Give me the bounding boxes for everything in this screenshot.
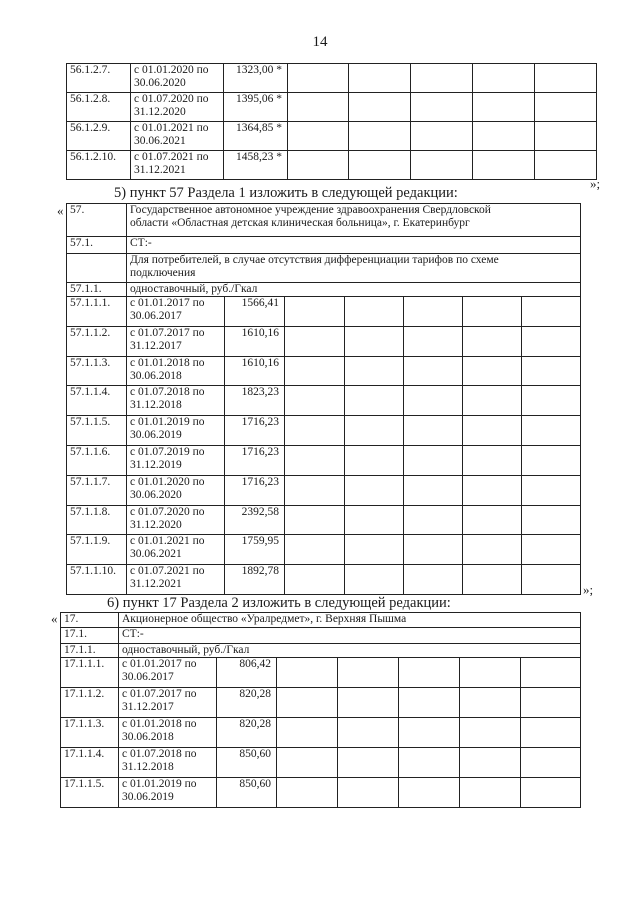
row-period: с 01.07.2019 по 31.12.2019 (127, 445, 225, 475)
row-value: 1610,16 (225, 326, 285, 356)
empty-cell (345, 505, 404, 535)
empty-cell (288, 93, 349, 122)
empty-cell (522, 445, 581, 475)
empty-cell (522, 326, 581, 356)
row-period: с 01.07.2018 по 31.12.2018 (119, 748, 217, 778)
empty-cell (535, 93, 597, 122)
tariff-row (67, 505, 581, 535)
empty-cell (277, 688, 338, 718)
empty-cell (404, 505, 463, 535)
empty-cell (349, 64, 411, 93)
empty-cell (285, 326, 345, 356)
tariff-table-56 (66, 63, 597, 180)
row-value: 820,28 (217, 718, 277, 748)
empty-cell (460, 748, 521, 778)
tariff-table-17 (60, 612, 581, 808)
empty-cell (522, 297, 581, 327)
empty-cell (277, 718, 338, 748)
section-6-heading: 6) пункт 17 Раздела 2 изложить в следующей редакции: (107, 595, 451, 611)
empty-cell (285, 565, 345, 595)
empty-cell (522, 356, 581, 386)
tariff-row (61, 718, 581, 748)
row-code: 57.1.1.5. (67, 416, 127, 446)
tariff-row (67, 475, 581, 505)
tariff-row (67, 151, 597, 180)
empty-cell (521, 688, 581, 718)
empty-cell (522, 416, 581, 446)
empty-cell (411, 151, 473, 180)
tariff-row (61, 688, 581, 718)
empty-cell (285, 416, 345, 446)
empty-cell (473, 151, 535, 180)
empty-cell (285, 505, 345, 535)
empty-cell (345, 416, 404, 446)
tariff-row (67, 356, 581, 386)
empty-cell (522, 565, 581, 595)
empty-cell (463, 386, 522, 416)
row-value: 1364,85 * (224, 122, 288, 151)
tariff-row (67, 93, 597, 122)
empty-cell (399, 778, 460, 808)
row-code: 57.1.1.1. (67, 297, 127, 327)
consumers-code-empty (67, 254, 127, 283)
empty-cell (463, 356, 522, 386)
org-name: Государственное автономное учреждение здравоохранения Свердловской области «Областная детская клиническая больница», г. Екатеринбург (127, 204, 581, 237)
tariff-row (67, 565, 581, 595)
empty-cell (535, 151, 597, 180)
row-code: 56.1.2.10. (67, 151, 131, 180)
open-quote-mark: « (57, 203, 64, 218)
empty-cell (285, 386, 345, 416)
row-value: 1759,95 (225, 535, 285, 565)
row-period: с 01.01.2019 по 30.06.2019 (127, 416, 225, 446)
empty-cell (288, 122, 349, 151)
empty-cell (473, 93, 535, 122)
rate-label: одноставочный, руб./Гкал (127, 283, 581, 297)
org-code: 17. (61, 613, 119, 628)
empty-cell (404, 356, 463, 386)
empty-cell (285, 535, 345, 565)
row-period: с 01.01.2021 по 30.06.2021 (127, 535, 225, 565)
empty-cell (285, 297, 345, 327)
row-code: 56.1.2.9. (67, 122, 131, 151)
empty-cell (285, 445, 345, 475)
row-period: с 01.01.2017 по 30.06.2017 (119, 658, 217, 688)
empty-cell (277, 748, 338, 778)
empty-cell (463, 505, 522, 535)
tariff-row (61, 748, 581, 778)
tariff-row (67, 122, 597, 151)
row-code: 57.1.1.3. (67, 356, 127, 386)
empty-cell (338, 688, 399, 718)
empty-cell (345, 535, 404, 565)
row-period: с 01.07.2018 по 31.12.2018 (127, 386, 225, 416)
row-value: 1566,41 (225, 297, 285, 327)
row-code: 17.1.1.2. (61, 688, 119, 718)
row-period: с 01.07.2017 по 31.12.2017 (127, 326, 225, 356)
row-code: 57.1.1.9. (67, 535, 127, 565)
row-code: 57.1.1.2. (67, 326, 127, 356)
empty-cell (399, 748, 460, 778)
open-quote-mark: « (51, 611, 58, 626)
row-value: 806,42 (217, 658, 277, 688)
org-name: Акционерное общество «Уралредмет», г. Верхняя Пышма (119, 613, 581, 628)
row-value: 2392,58 (225, 505, 285, 535)
row-value: 850,60 (217, 748, 277, 778)
empty-cell (535, 64, 597, 93)
row-period: с 01.07.2020 по 31.12.2020 (127, 505, 225, 535)
row-period: с 01.01.2018 по 30.06.2018 (119, 718, 217, 748)
empty-cell (460, 778, 521, 808)
row-code: 17.1.1.4. (61, 748, 119, 778)
tariff-row (61, 658, 581, 688)
row-value: 1395,06 * (224, 93, 288, 122)
empty-cell (404, 565, 463, 595)
empty-cell (285, 475, 345, 505)
empty-cell (535, 122, 597, 151)
row-period: с 01.07.2017 по 31.12.2017 (119, 688, 217, 718)
tariff-row (67, 535, 581, 565)
tariff-row (67, 416, 581, 446)
empty-cell (522, 386, 581, 416)
row-period: с 01.07.2021 по 31.12.2021 (127, 565, 225, 595)
row-value: 1716,23 (225, 445, 285, 475)
row-value: 820,28 (217, 688, 277, 718)
empty-cell (460, 658, 521, 688)
empty-cell (521, 658, 581, 688)
tariff-row (67, 297, 581, 327)
empty-cell (345, 565, 404, 595)
empty-cell (288, 64, 349, 93)
empty-cell (349, 122, 411, 151)
empty-cell (463, 326, 522, 356)
row-period: с 01.01.2017 по 30.06.2017 (127, 297, 225, 327)
empty-cell (345, 326, 404, 356)
row-code: 57.1.1.8. (67, 505, 127, 535)
row-period: с 01.01.2018 по 30.06.2018 (127, 356, 225, 386)
close-quote-mark: »; (583, 582, 594, 597)
empty-cell (522, 535, 581, 565)
row-code: 57.1.1.7. (67, 475, 127, 505)
empty-cell (463, 297, 522, 327)
row-period: с 01.01.2020 по 30.06.2020 (127, 475, 225, 505)
tariff-row (67, 326, 581, 356)
empty-cell (463, 475, 522, 505)
row-value: 850,60 (217, 778, 277, 808)
empty-cell (345, 386, 404, 416)
empty-cell (349, 151, 411, 180)
empty-cell (473, 122, 535, 151)
empty-cell (404, 297, 463, 327)
row-value: 1458,23 * (224, 151, 288, 180)
empty-cell (345, 445, 404, 475)
row-value: 1323,00 * (224, 64, 288, 93)
row-value: 1823,23 (225, 386, 285, 416)
row-code: 57.1.1.10. (67, 565, 127, 595)
row-code: 57.1.1.6. (67, 445, 127, 475)
row-code: 57.1.1.4. (67, 386, 127, 416)
empty-cell (404, 445, 463, 475)
empty-cell (463, 535, 522, 565)
page-number: 14 (312, 34, 328, 50)
row-value: 1892,78 (225, 565, 285, 595)
empty-cell (522, 505, 581, 535)
empty-cell (463, 565, 522, 595)
ct-code: 57.1. (67, 237, 127, 254)
row-period: с 01.01.2020 по 30.06.2020 (131, 64, 224, 93)
empty-cell (463, 416, 522, 446)
rate-code: 57.1.1. (67, 283, 127, 297)
empty-cell (404, 326, 463, 356)
empty-cell (338, 658, 399, 688)
row-value: 1716,23 (225, 416, 285, 446)
empty-cell (338, 778, 399, 808)
row-value: 1716,23 (225, 475, 285, 505)
empty-cell (521, 748, 581, 778)
empty-cell (288, 151, 349, 180)
consumers-description: Для потребителей, в случае отсутствия дифференциации тарифов по схеме подключения (127, 254, 581, 283)
empty-cell (277, 658, 338, 688)
empty-cell (411, 93, 473, 122)
row-period: с 01.07.2021 по 31.12.2021 (131, 151, 224, 180)
row-period: с 01.01.2021 по 30.06.2021 (131, 122, 224, 151)
empty-cell (521, 718, 581, 748)
empty-cell (338, 718, 399, 748)
empty-cell (404, 535, 463, 565)
empty-cell (521, 778, 581, 808)
rate-label: одноставочный, руб./Гкал (119, 644, 581, 658)
ct-label: СТ:- (127, 237, 581, 254)
row-period: с 01.01.2019 по 30.06.2019 (119, 778, 217, 808)
empty-cell (399, 718, 460, 748)
row-code: 17.1.1.1. (61, 658, 119, 688)
section-5-heading: 5) пункт 57 Раздела 1 изложить в следующей редакции: (114, 185, 458, 201)
tariff-row (61, 778, 581, 808)
row-value: 1610,16 (225, 356, 285, 386)
empty-cell (404, 416, 463, 446)
empty-cell (460, 688, 521, 718)
rate-code: 17.1.1. (61, 644, 119, 658)
empty-cell (411, 64, 473, 93)
empty-cell (285, 356, 345, 386)
empty-cell (522, 475, 581, 505)
empty-cell (345, 297, 404, 327)
empty-cell (473, 64, 535, 93)
empty-cell (463, 445, 522, 475)
tariff-table-57 (66, 203, 581, 595)
empty-cell (277, 778, 338, 808)
tariff-row (67, 445, 581, 475)
empty-cell (399, 688, 460, 718)
row-period: с 01.07.2020 по 31.12.2020 (131, 93, 224, 122)
empty-cell (399, 658, 460, 688)
empty-cell (338, 748, 399, 778)
org-code: 57. (67, 204, 127, 237)
ct-code: 17.1. (61, 628, 119, 644)
empty-cell (349, 93, 411, 122)
row-code: 17.1.1.3. (61, 718, 119, 748)
tariff-row (67, 64, 597, 93)
ct-label: СТ:- (119, 628, 581, 644)
empty-cell (411, 122, 473, 151)
empty-cell (404, 386, 463, 416)
empty-cell (345, 356, 404, 386)
empty-cell (404, 475, 463, 505)
empty-cell (460, 718, 521, 748)
close-quote-mark: »; (590, 176, 601, 191)
empty-cell (345, 475, 404, 505)
row-code: 56.1.2.7. (67, 64, 131, 93)
row-code: 17.1.1.5. (61, 778, 119, 808)
tariff-row (67, 386, 581, 416)
row-code: 56.1.2.8. (67, 93, 131, 122)
